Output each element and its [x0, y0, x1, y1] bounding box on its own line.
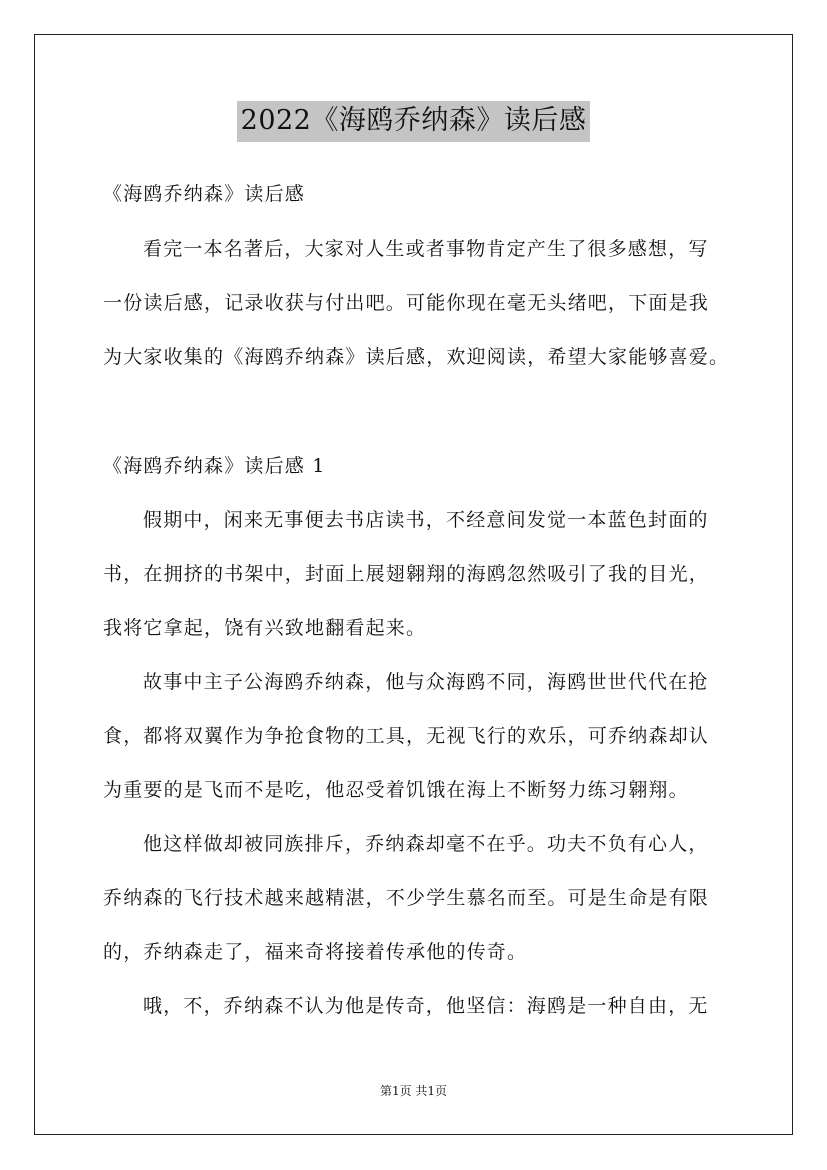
section-heading: 《海鸥乔纳森》读后感 1: [103, 455, 326, 477]
paragraph3-line-2: 乔纳森的飞行技术越来越精湛，不少学生慕名而至。可是生命是有限: [103, 887, 710, 909]
intro-line-2: 一份读后感，记录收获与付出吧。可能你现在毫无头绪吧，下面是我: [103, 292, 710, 314]
intro-line-3: 为大家收集的《海鸥乔纳森》读后感，欢迎阅读，希望大家能够喜爱。: [103, 346, 730, 368]
paragraph3-line-1: 他这样做却被同族排斥，乔纳森却毫不在乎。功夫不负有心人，: [143, 833, 709, 855]
paragraph2-line-2: 食，都将双翼作为争抢食物的工具，无视飞行的欢乐，可乔纳森却认: [103, 725, 710, 747]
paragraph2-line-1: 故事中主子公海鸥乔纳森，他与众海鸥不同，海鸥世世代代在抢: [143, 671, 709, 693]
intro-line-1: 看完一本名著后，大家对人生或者事物肯定产生了很多感想，写: [143, 238, 709, 260]
page-footer: 第1页 共1页: [379, 1084, 448, 1098]
paragraph1-line-3: 我将它拿起，饶有兴致地翻看起来。: [103, 617, 427, 639]
paragraph1-line-1: 假期中，闲来无事便去书店读书，不经意间发觉一本蓝色封面的: [143, 509, 709, 531]
subtitle: 《海鸥乔纳森》读后感: [103, 183, 306, 205]
title-container: [0, 101, 827, 142]
document-title: 2022《海鸥乔纳森》读后感: [237, 101, 591, 142]
paragraph4-line-1: 哦，不，乔纳森不认为他是传奇，他坚信：海鸥是一种自由，无: [143, 995, 709, 1017]
paragraph3-line-3: 的，乔纳森走了，福来奇将接着传承他的传奇。: [103, 941, 528, 963]
paragraph2-line-3: 为重要的是飞而不是吃，他忍受着饥饿在海上不断努力练习翱翔。: [103, 779, 689, 801]
paragraph1-line-2: 书，在拥挤的书架中，封面上展翅翱翔的海鸥忽然吸引了我的目光，: [103, 563, 710, 585]
